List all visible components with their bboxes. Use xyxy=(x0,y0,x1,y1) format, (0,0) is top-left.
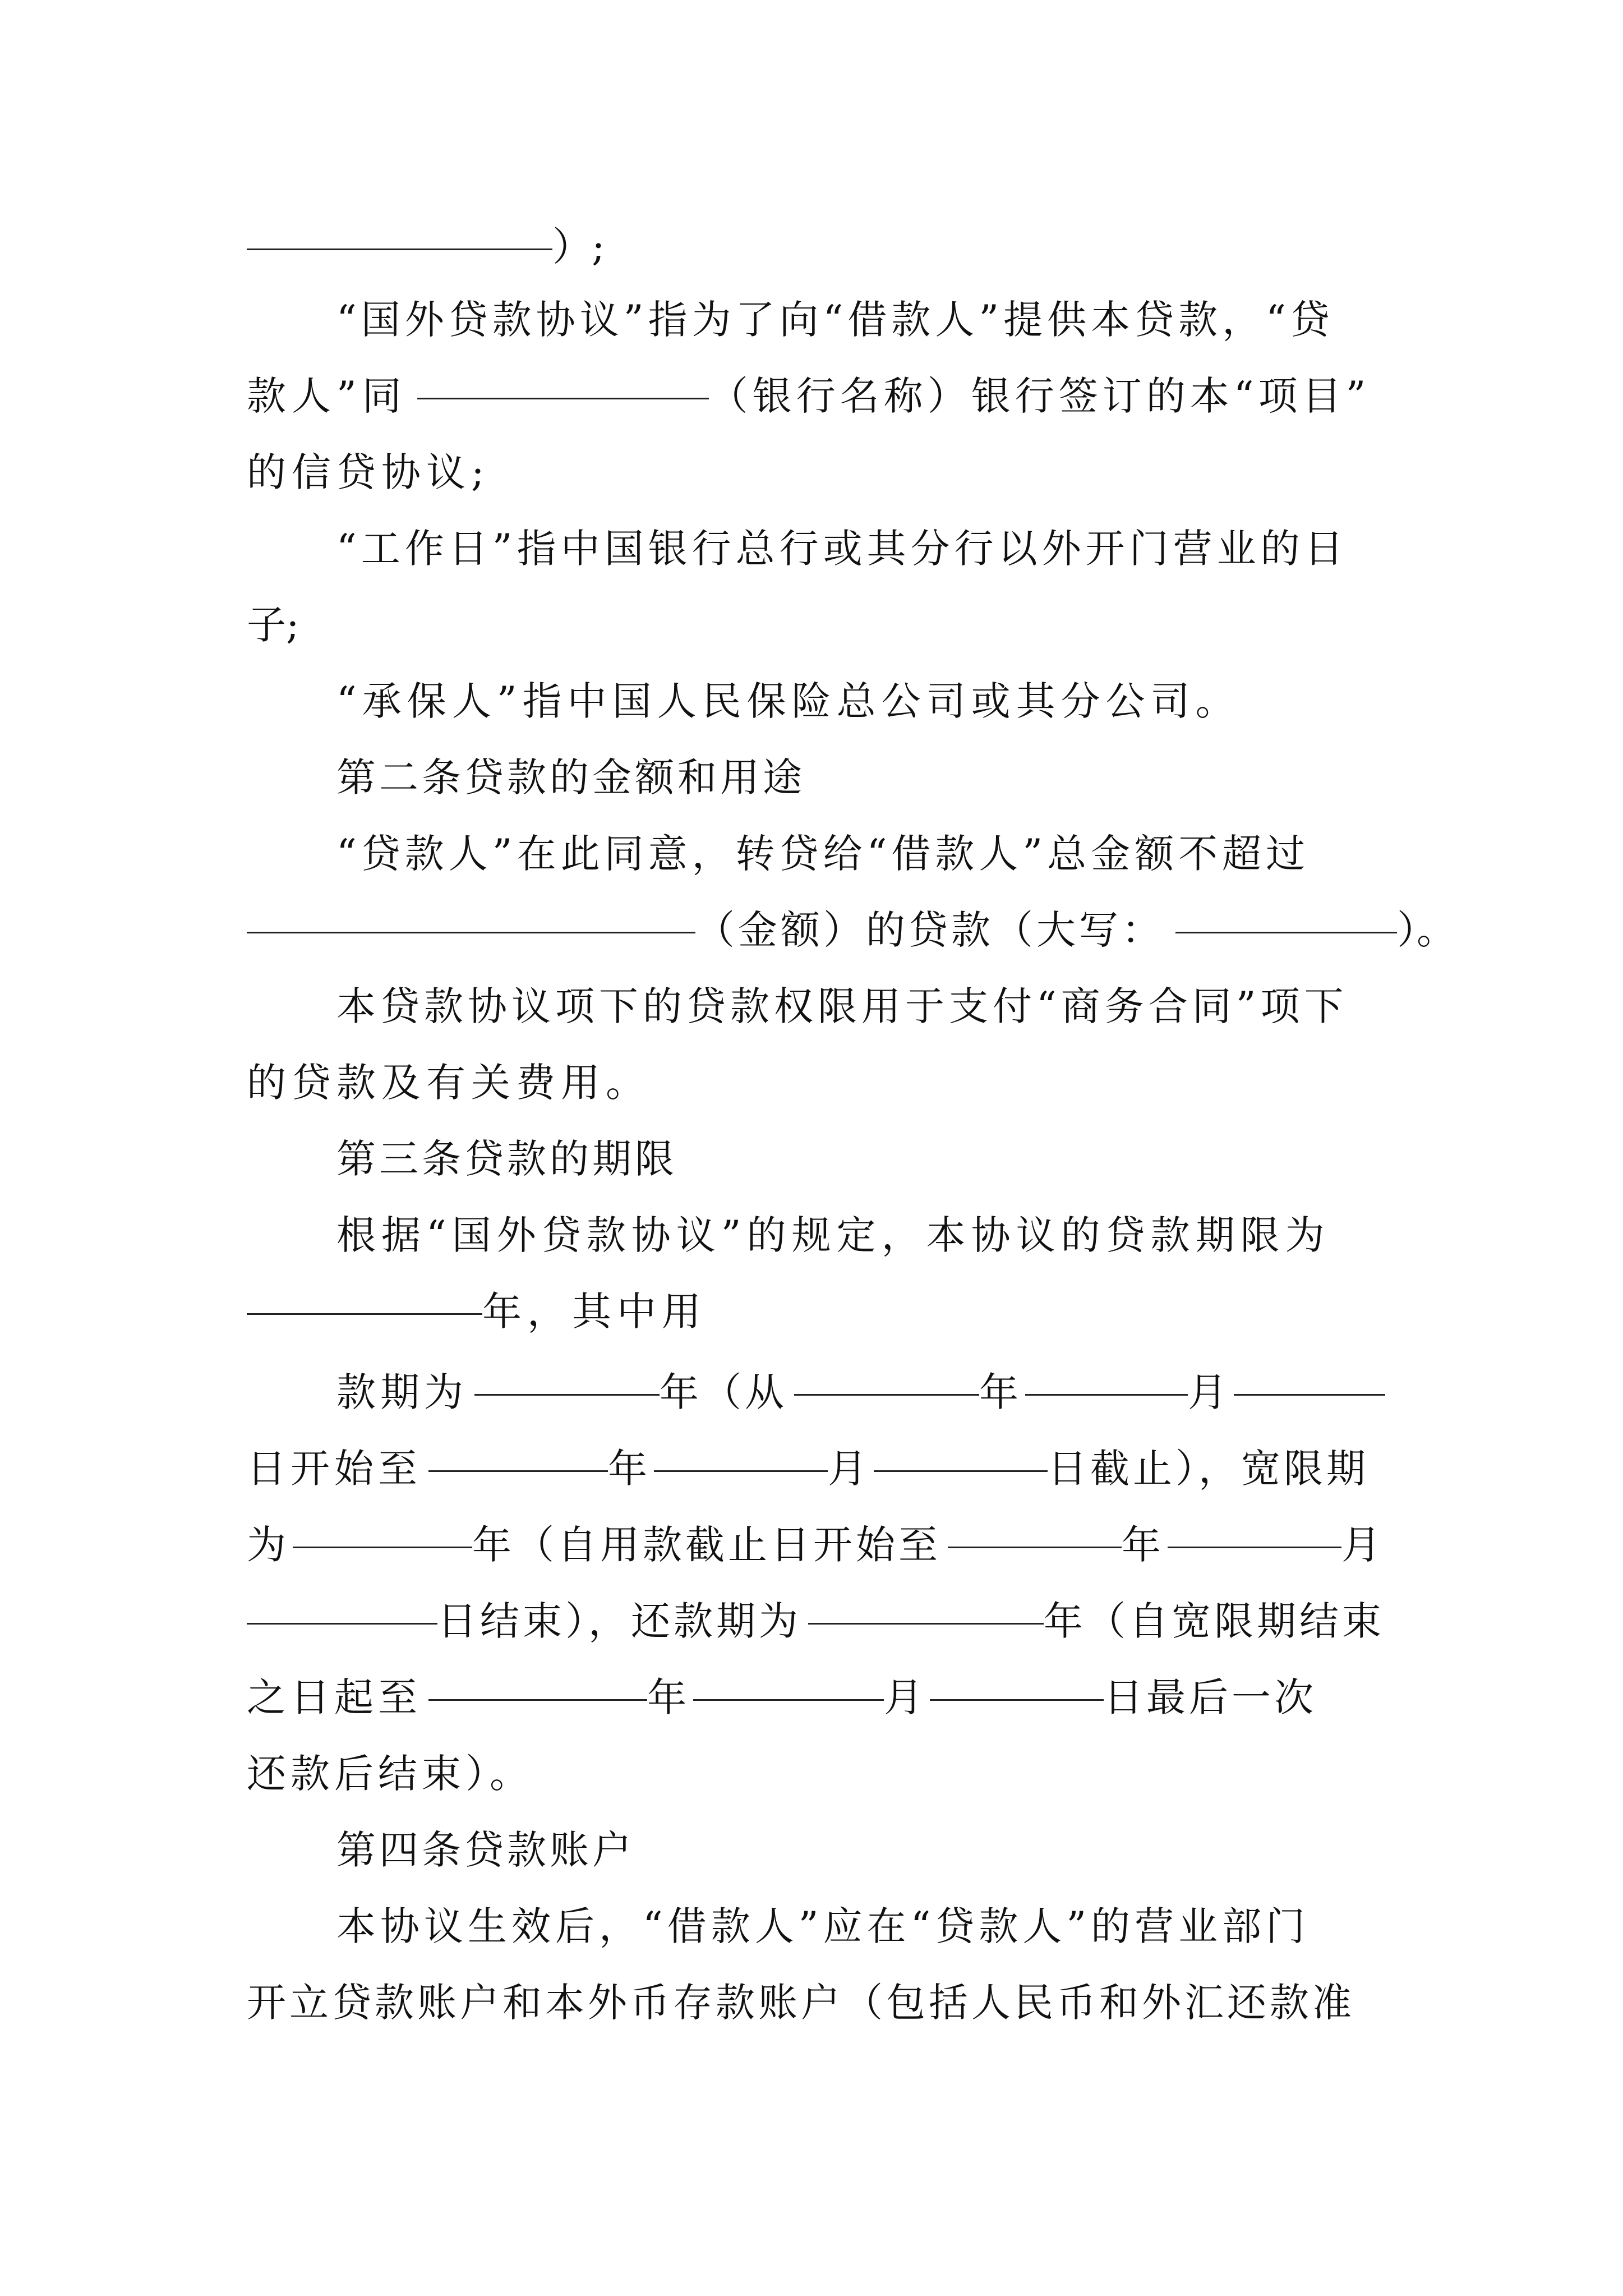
text-line xyxy=(0,1196,1623,1274)
fill-in-blank xyxy=(247,1600,437,1625)
fill-in-blank xyxy=(654,1448,828,1472)
text-run: 年 xyxy=(1122,1522,1161,1568)
text-run: 年，其中用 xyxy=(482,1289,707,1335)
text-line xyxy=(0,280,1623,359)
text-run: （金额）的贷款（大写： xyxy=(695,907,1164,953)
text-line xyxy=(0,1429,1623,1508)
text-run: 本协议生效后，“借款人”应在“贷款人”的营业部门 xyxy=(336,1903,1310,1949)
text-run: 根据“国外贷款协议”的规定，本协议的贷款期限为 xyxy=(336,1212,1330,1258)
text-line xyxy=(0,1963,1623,2042)
fill-in-blank xyxy=(930,1677,1104,1701)
text-run: 第三条贷款的期限 xyxy=(336,1136,677,1182)
text-run: 年（自用款截止日开始至 xyxy=(472,1522,941,1568)
text-line xyxy=(0,1272,1623,1351)
text-run: 年（从 xyxy=(660,1369,787,1415)
text-run: 第四条贷款账户 xyxy=(336,1827,635,1873)
fill-in-blank xyxy=(474,1372,660,1396)
text-run: 本贷款协议项下的贷款权限用于支付“商务合同”项下 xyxy=(336,983,1348,1029)
text-run: 还款后结束）。 xyxy=(247,1751,533,1797)
fill-in-blank xyxy=(1175,909,1397,933)
fill-in-blank xyxy=(428,1448,608,1472)
text-run: 日开始至 xyxy=(247,1446,422,1492)
fill-in-blank xyxy=(794,1372,979,1396)
section-heading xyxy=(0,738,1623,817)
text-line xyxy=(0,1353,1623,1432)
text-run: 年 xyxy=(647,1674,686,1720)
text-line xyxy=(0,1506,1623,1584)
fill-in-blank xyxy=(428,1677,647,1701)
text-run: 月 xyxy=(828,1446,867,1492)
text-run: 日结束），还款期为 xyxy=(437,1598,801,1644)
text-line xyxy=(0,967,1623,1046)
fill-in-blank xyxy=(293,1524,472,1548)
fill-in-blank xyxy=(247,226,552,250)
text-run: 第二条贷款的金额和用途 xyxy=(336,754,805,800)
text-run: 子; xyxy=(247,602,299,648)
text-line xyxy=(0,1043,1623,1122)
text-line xyxy=(0,586,1623,664)
text-line xyxy=(0,1887,1623,1966)
fill-in-blank xyxy=(1168,1524,1341,1548)
text-run: 月 xyxy=(1341,1522,1381,1568)
fill-in-blank xyxy=(1025,1372,1188,1396)
text-line xyxy=(0,208,1623,286)
text-run: 开立贷款账户和本外币存款账户（包括人民币和外汇还款准 xyxy=(247,1980,1355,2026)
text-line xyxy=(0,891,1623,969)
section-heading xyxy=(0,1811,1623,1889)
text-run: 年 xyxy=(608,1446,647,1492)
text-run: “承保人”指中国人民保险总公司或其分公司。 xyxy=(336,678,1241,724)
fill-in-blank xyxy=(693,1677,884,1701)
text-run: 为 xyxy=(247,1522,286,1568)
text-run: 日截止），宽限期 xyxy=(1048,1446,1369,1492)
text-line xyxy=(0,662,1623,740)
text-run: 月 xyxy=(1188,1369,1227,1415)
fill-in-blank xyxy=(948,1524,1122,1548)
text-run: 日最后一次 xyxy=(1104,1674,1317,1720)
text-line xyxy=(0,1734,1623,1813)
text-line xyxy=(0,357,1623,435)
text-run: 的贷款及有关费用。 xyxy=(247,1060,651,1106)
text-line xyxy=(0,1658,1623,1737)
text-run: 之日起至 xyxy=(247,1674,422,1720)
text-run: 年 xyxy=(979,1369,1018,1415)
section-heading xyxy=(0,1120,1623,1198)
fill-in-blank xyxy=(417,375,709,399)
text-run: 月 xyxy=(884,1674,923,1720)
text-line xyxy=(0,509,1623,588)
text-run: 款期为 xyxy=(336,1369,468,1415)
text-line xyxy=(0,433,1623,512)
fill-in-blank xyxy=(1234,1372,1385,1396)
fill-in-blank xyxy=(247,1291,482,1315)
text-run: 款人”同 xyxy=(247,373,407,419)
text-run: “工作日”指中国银行总行或其分行以外开门营业的日 xyxy=(336,526,1348,572)
text-line xyxy=(0,1582,1623,1660)
text-line xyxy=(0,815,1623,893)
text-run: ）。 xyxy=(1397,907,1456,953)
text-run: “贷款人”在此同意，转贷给“借款人”总金额不超过 xyxy=(336,831,1310,877)
fill-in-blank xyxy=(247,909,695,933)
text-run: ）; xyxy=(552,224,605,270)
fill-in-blank xyxy=(808,1600,1044,1625)
text-run: 年（自宽限期结束 xyxy=(1044,1598,1385,1644)
text-run: （银行名称）银行签订的本“项目” xyxy=(708,373,1371,419)
text-run: 的信贷协议; xyxy=(247,449,490,495)
text-run: “国外贷款协议”指为了向“借款人”提供本贷款，“贷 xyxy=(336,297,1334,343)
fill-in-blank xyxy=(874,1448,1048,1472)
